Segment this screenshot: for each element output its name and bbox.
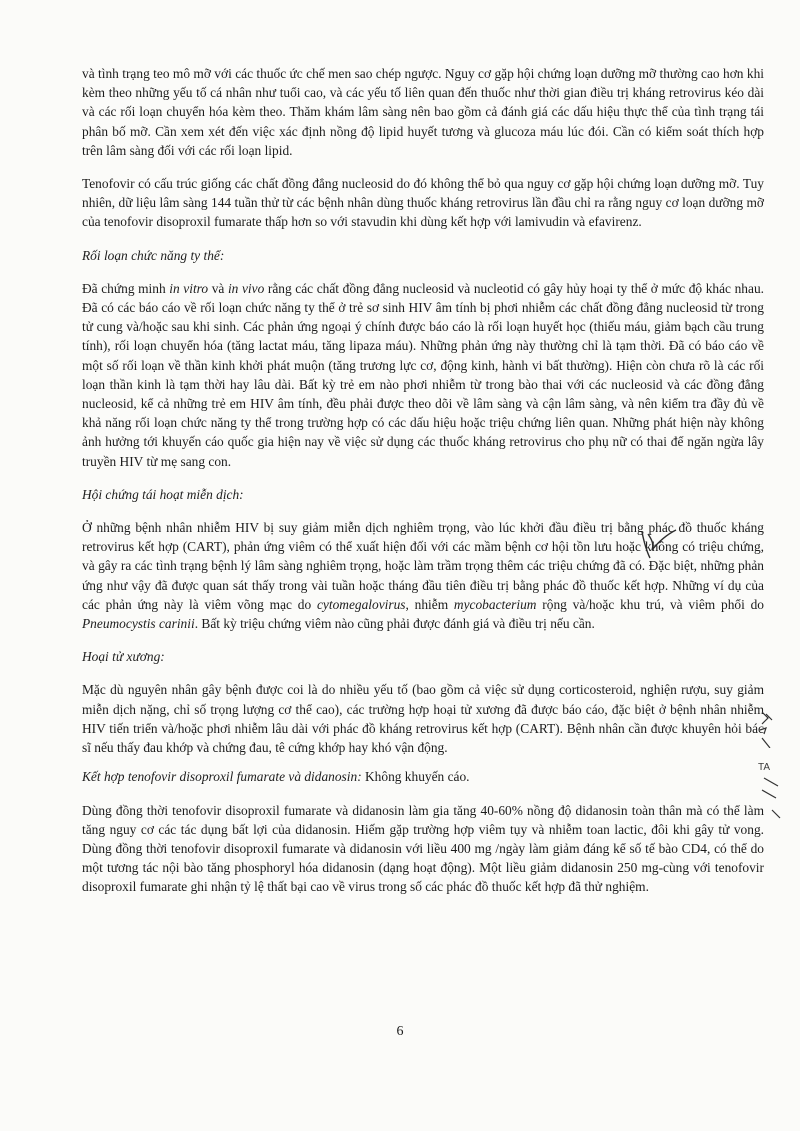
text-run-italic: cytomegalovirus: [316, 596, 406, 612]
text-run: Đã chứng minh: [82, 280, 170, 296]
paragraph-mitochondrial-dysfunction: [82, 279, 764, 471]
margin-note: TA: [758, 762, 771, 773]
margin-tick: [760, 776, 782, 826]
heading-immune-reconstitution: Hội chứng tái hoạt miễn dịch:: [82, 486, 244, 502]
text-run: Ở những bệnh nhân nhiễm HIV bị suy giảm miễn dịch nghiêm trọng, vào lúc khởi đầu điều trị bằng phác đồ thuốc kháng retrovirus kết hợp (CART), phản ứng viêm có thể xuất hiện đối với các mầm bệnh cơ hội tồn lưu hoặc không có triệu chứng, và gây ra các tình trạng bệnh lý lâm sàng nghiêm trọng, hoặc làm trầm trọng thêm các triệu chứng đã có. Đặc biệt, những phản ứng như vậy đã được quan sát thấy trong vài tuần hoặc tháng đầu tiên điều trị bằng phác đồ thuốc kết hợp. Những ví dụ của các phản ứng này là viêm võng mạc do: [82, 520, 764, 612]
stamp-mark: [756, 708, 780, 748]
text-run: và: [208, 280, 228, 296]
page-number: 6: [396, 1024, 404, 1039]
paragraph-didanosin-combination: Dùng đồng thời tenofovir disoproxil fumarate và didanosin làm gia tăng 40-60% nồng độ didanosin toàn thân mà có thể làm tăng nguy cơ các tác dụng bất lợi của didanosin. Hiếm gặp trường hợp viêm tụy và nhiễm toan lactic, đôi khi gây tử vong. Dùng đồng thời tenofovir disoproxil fumarate và didanosin với liều 400 mg /ngày làm giảm đáng kể số tế bào CD4, có thể do một tương tác nội bào tăng phosphoryl hóa didanosin (dạng hoạt động). Một liều giảm didanosin 250 mg-cùng với tenofovir disoproxil fumarate ghi nhận tỷ lệ thất bại cao về virus trong số các phác đồ thuốc kết hợp đã thử nghiệm.: [82, 802, 764, 895]
document-page: [82, 64, 764, 911]
handwritten-initials: [638, 528, 682, 564]
text-run-italic: mycobacterium: [453, 596, 537, 612]
text-run: rộng và/hoặc khu trú, và viêm phổi do: [536, 596, 764, 612]
text-run: rằng các chất đồng đẳng nucleosid và nucleotid có gây hủy hoại ty thể ở mức độ khác nhau. Đã có các báo cáo về rối loạn chức năng ty thể ở trẻ sơ sinh HIV âm tính bị phơi nhiễm các chất đồng đẳng nucleosid từ trong tử cung và/hoặc sau khi sinh. Các phản ứng ngoại ý chính được báo cáo là rối loạn huyết học (thiếu máu, giảm bạch cầu trung tính), rối loạn chuyển hóa (tăng lactat máu, tăng lipaza máu). Những phản ứng này thường chỉ là tạm thời. Đã có báo cáo về một số rối loạn về thần kinh khởi phát muộn (tăng trương lực cơ, động kinh, hành vi bất thường). Hiện còn chưa rõ là các rối loạn thần kinh là tạm thời hay lâu dài. Bất kỳ trẻ em nào phơi nhiễm từ trong bào thai với các nucleosid và các đồng đẳng nucleosid, kể cả những trẻ em HIV âm tính, đều phải được theo dõi về lâm sàng và cận lâm sàng, và nên kiểm tra đầy đủ về khả năng rối loạn chức năng ty thể trong trường hợp có các dấu hiệu hoặc triệu chứng liên quan. Những phát hiện này không ảnh hưởng tới khuyến cáo quốc gia hiện nay về việc sử dụng các thuốc kháng retrovirus cho phụ nữ có thai để ngăn ngừa lây truyền HIV từ mẹ sang con.: [82, 280, 764, 469]
heading-mitochondrial-dysfunction: Rối loạn chức năng ty thể:: [82, 247, 225, 263]
text-run-italic: Pneumocystis carinii: [82, 616, 195, 632]
text-run: , nhiễm: [405, 596, 454, 612]
text-run-italic: in vitro: [169, 280, 209, 296]
text-run-italic: in vivo: [227, 280, 265, 296]
text-run: Không khuyến cáo.: [361, 769, 470, 785]
heading-osteonecrosis: Hoại tử xương:: [82, 649, 165, 665]
paragraph-lipodystrophy-cont: và tình trạng teo mô mỡ với các thuốc ức chế men sao chép ngược. Nguy cơ gặp hội chứng loạn dưỡng mỡ thường cao hơn khi kèm theo những yếu tố cá nhân như tuổi cao, và các yếu tố liên quan đến thuốc như thời gian điều trị kháng retrovirus kéo dài và các rối loạn chuyển hóa kèm theo. Thăm khám lâm sàng nên bao gồm cả đánh giá các dấu hiệu thực thể của tình trạng tái phân bố mỡ. Cần xem xét đến việc xác định nồng độ lipid huyết tương và glucoza máu lúc đói. Cần có kiểm soát thích hợp trên lâm sàng đối với các rối loạn lipid.: [82, 66, 764, 158]
heading-didanosin-combination: Kết hợp tenofovir disoproxil fumarate và didanosin:: [82, 769, 362, 785]
text-run: . Bất kỳ triệu chứng viêm nào cũng phải được đánh giá và điều trị nếu cần.: [194, 616, 595, 632]
paragraph-tenofovir-lipodystrophy: Tenofovir có cấu trúc giống các chất đồng đẳng nucleosid do đó không thể bỏ qua nguy cơ gặp hội chứng loạn dưỡng mỡ. Tuy nhiên, dữ liệu lâm sàng 144 tuần thử từ các bệnh nhân dùng thuốc kháng retrovirus lần đầu chỉ ra rằng nguy cơ loạn dưỡng mỡ của tenofovir disoproxil fumarate thấp hơn so với stavudin khi dùng kết hợp với lamivudin và efavirenz.: [82, 176, 764, 230]
paragraph-didanosin-combination-heading: [82, 767, 764, 786]
paragraph-osteonecrosis: Mặc dù nguyên nhân gây bệnh được coi là do nhiều yếu tố (bao gồm cả việc sử dụng corticosteroid, nghiện rượu, suy giảm miễn dịch nặng, chỉ số trọng lượng cơ thể cao), các trường hợp hoại tử xương đã được báo cáo, đặc biệt ở bệnh nhân nhiễm HIV tiến triển và/hoặc phơi nhiễm lâu dài với phác đồ kháng retrovirus kết hợp (CART). Bệnh nhân cần được khuyên hỏi bác sĩ nếu thấy đau khớp và chứng đau, tê cứng khớp hay khó vận động.: [82, 682, 764, 756]
